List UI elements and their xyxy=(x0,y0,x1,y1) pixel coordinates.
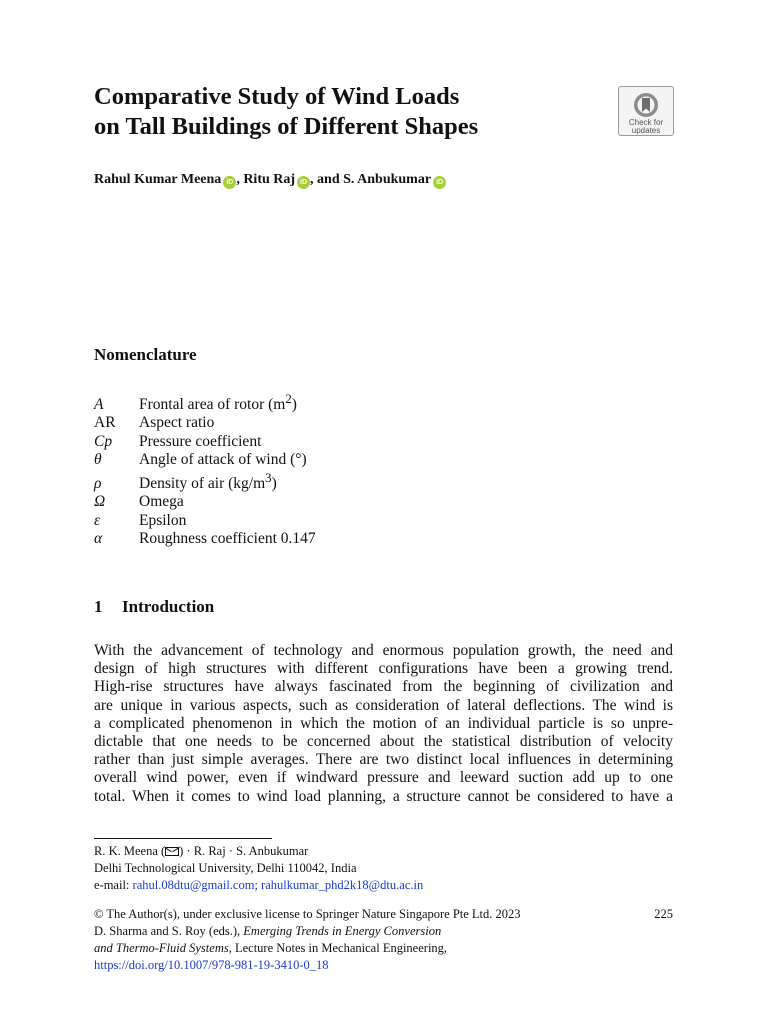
nomenclature-symbol: ρ xyxy=(94,475,102,493)
nomenclature-symbol: θ xyxy=(94,450,102,468)
email-link[interactable]: rahulkumar_phd2k18@dtu.ac.in xyxy=(261,878,424,892)
nomenclature-item xyxy=(94,390,316,414)
superscript: 2 xyxy=(285,391,292,406)
paragraph-line: design of high structures with different configurations have been a growing trend. xyxy=(94,660,673,678)
badge-label-2: updates xyxy=(631,126,661,135)
nomenclature-symbol: ε xyxy=(94,511,101,529)
nomenclature-description: Density of air (kg/m xyxy=(139,475,266,493)
paragraph-line: are unique in various aspects, such as consideration of lateral deflections. The wind is xyxy=(94,696,673,714)
nomenclature-symbol: AR xyxy=(94,414,116,432)
paragraph-line: overall wind power, even if windward pressure and leeward suction add up to one xyxy=(94,769,673,787)
author-separator: , xyxy=(236,172,244,187)
nomenclature-symbol: α xyxy=(94,529,103,547)
book-title: Emerging Trends in Energy Conversion xyxy=(243,924,442,938)
author-name: Ritu Raj xyxy=(243,172,296,187)
footnote-affiliation: Delhi Technological University, Delhi 110042, India xyxy=(94,861,357,875)
paragraph-line: rather than just simple averages. There are two distinct local influences in determining xyxy=(94,751,673,769)
footnote-email xyxy=(94,877,423,894)
nomenclature-heading: Nomenclature xyxy=(94,345,197,364)
bookmark-circle-icon xyxy=(633,92,659,118)
series-text: , Lecture Notes in Mechanical Engineering, xyxy=(228,941,448,955)
doi-line xyxy=(94,957,673,974)
copyright-text: © The Author(s), under exclusive license to Springer Nature Singapore Pte Ltd. 2023 xyxy=(94,907,521,921)
description-tail: ) xyxy=(271,475,277,493)
doi-link[interactable]: https://doi.org/10.1007/978-981-19-3410-0_18 xyxy=(94,958,329,972)
paragraph-line: High-rise structures have always fascinated from the beginning of civilization and xyxy=(94,678,673,696)
envelope-icon xyxy=(165,847,179,856)
book-citation-line xyxy=(94,923,673,940)
title-line-1: Comparative Study of Wind Loads xyxy=(94,83,460,110)
page-number: 225 xyxy=(654,907,673,921)
badge-label-1: Check for xyxy=(628,118,664,127)
footnote-divider xyxy=(94,838,272,839)
nomenclature-symbol: A xyxy=(94,396,104,414)
nomenclature-description: Epsilon xyxy=(139,511,187,529)
title-line-2: on Tall Buildings of Different Shapes xyxy=(94,113,479,140)
copyright-line xyxy=(94,906,673,923)
nomenclature-description: Aspect ratio xyxy=(139,414,215,432)
nomenclature-symbol: Cp xyxy=(94,432,113,450)
paragraph-line: total. When it comes to wind load planning, a structure cannot be considered to have a xyxy=(94,787,673,805)
email-label: e-mail: xyxy=(94,878,133,892)
section-number: 1 xyxy=(94,597,103,616)
paragraph-line: dictable that one needs to be concerned about the statistical distribution of velocity xyxy=(94,733,673,751)
email-link[interactable]: rahul.08dtu@gmail.com xyxy=(132,878,255,892)
orcid-icon[interactable]: iD xyxy=(433,176,446,189)
book-citation-line xyxy=(94,940,673,957)
footnote-authors xyxy=(94,843,423,860)
orcid-icon[interactable]: iD xyxy=(297,176,310,189)
publication-info xyxy=(94,906,673,974)
nomenclature-list xyxy=(94,390,316,548)
orcid-icon[interactable]: iD xyxy=(223,176,236,189)
nomenclature-symbol: Ω xyxy=(94,493,106,511)
author-separator: , and xyxy=(310,172,344,187)
nomenclature-item xyxy=(94,530,316,548)
nomenclature-description: Pressure coefficient xyxy=(139,432,262,450)
nomenclature-item xyxy=(94,512,316,530)
section-heading xyxy=(94,597,214,617)
author-name: S. Anbukumar xyxy=(343,172,432,187)
nomenclature-description: Roughness coefficient 0.147 xyxy=(139,529,316,547)
paragraph-line: With the advancement of technology and enormous population growth, the need and xyxy=(94,642,673,659)
body-paragraph xyxy=(94,642,673,806)
superscript: 3 xyxy=(265,469,272,485)
nomenclature-description: Angle of attack of wind (°) xyxy=(139,450,307,468)
book-title: and Thermo-Fluid Systems xyxy=(94,941,229,955)
author-footnote xyxy=(94,843,423,894)
author-list xyxy=(94,172,446,189)
nomenclature-item xyxy=(94,433,316,451)
section-title: Introduction xyxy=(122,597,215,616)
description-tail: ) xyxy=(291,396,297,414)
check-for-updates-badge[interactable] xyxy=(618,86,674,136)
author-name: Rahul Kumar Meena xyxy=(94,172,222,187)
nomenclature-description: Omega xyxy=(139,493,184,511)
footnote-author-text: ) · R. Raj · S. Anbukumar xyxy=(179,844,309,858)
paper-title xyxy=(94,82,594,142)
nomenclature-item xyxy=(94,414,316,432)
nomenclature-item xyxy=(94,493,316,511)
email-separator: ; xyxy=(254,878,262,892)
editors-text: D. Sharma and S. Roy (eds.), xyxy=(94,924,244,938)
nomenclature-description: Frontal area of rotor (m xyxy=(139,396,286,414)
paragraph-line: a complicated phenomenon in which the motion of an individual particle is so unpre- xyxy=(94,714,673,732)
nomenclature-item xyxy=(94,469,316,493)
nomenclature-item xyxy=(94,451,316,469)
footnote-author-text: R. K. Meena ( xyxy=(94,844,166,858)
